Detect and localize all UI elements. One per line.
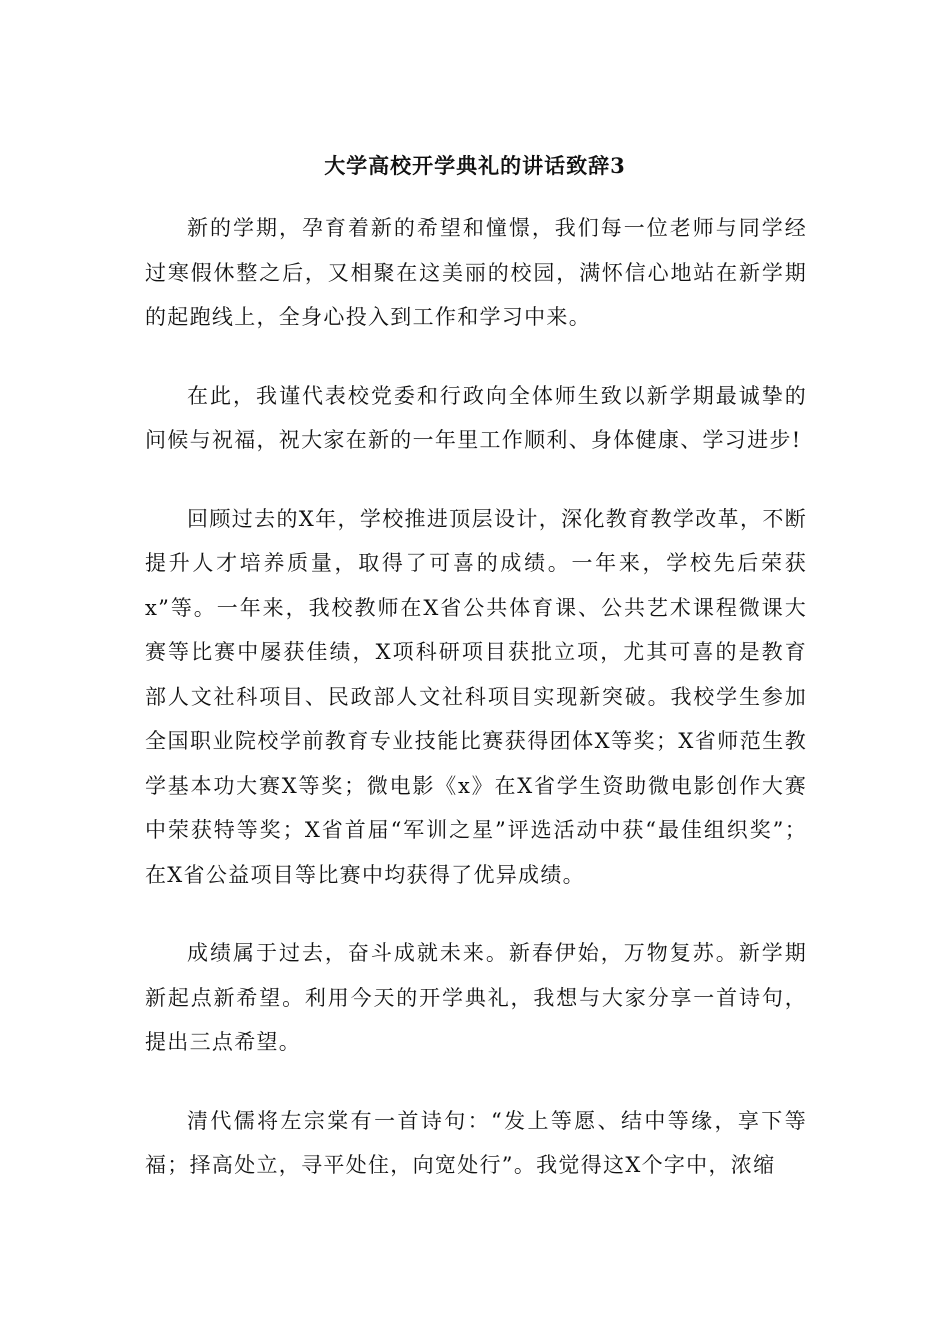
paragraph-1: 新的学期，孕育着新的希望和憧憬，我们每一位老师与同学经过寒假休整之后，又相聚在这美丽的校园，满怀信心地站在新学期的起跑线上，全身心投入到工作和学习中来。 <box>145 216 807 329</box>
paragraph-2: 在此，我谨代表校党委和行政向全体师生致以新学期最诚挚的问候与祝福，祝大家在新的一年里工作顺利、身体健康、学习进步! <box>145 383 807 452</box>
document-title: 大学高校开学典礼的讲话致辞3 <box>324 153 626 178</box>
paragraph-3: 回顾过去的X年，学校推进顶层设计，深化教育教学改革，不断提升人才培养质量，取得了可喜的成绩。一年来，学校先后荣获x”等。一年来，我校教师在X省公共体育课、公共艺术课程微课大赛等比赛中屡获佳绩，X项科研项目获批立项，尤其可喜的是教育部人文社科项目、民政部人文社科项目实现新突破。我校学生参加全国职业院校学前教育专业技能比赛获得团体X等奖；X省师范生教学基本功大赛X等奖；微电影《x》在X省学生资助微电影创作大赛中荣获特等奖；X省首届“军训之星”评选活动中获“最佳组织奖”；在X省公益项目等比赛中均获得了优异成绩。 <box>145 506 807 887</box>
document-body <box>145 206 807 1222</box>
paragraph-5: 清代儒将左宗棠有一首诗句：“发上等愿、结中等缘，享下等福；择高处立，寻平处住，向宽处行”。我觉得这X个字中，浓缩 <box>145 1108 807 1177</box>
paragraph-4: 成绩属于过去，奋斗成就未来。新春伊始，万物复苏。新学期新起点新希望。利用今天的开学典礼，我想与大家分享一首诗句，提出三点希望。 <box>145 941 807 1054</box>
